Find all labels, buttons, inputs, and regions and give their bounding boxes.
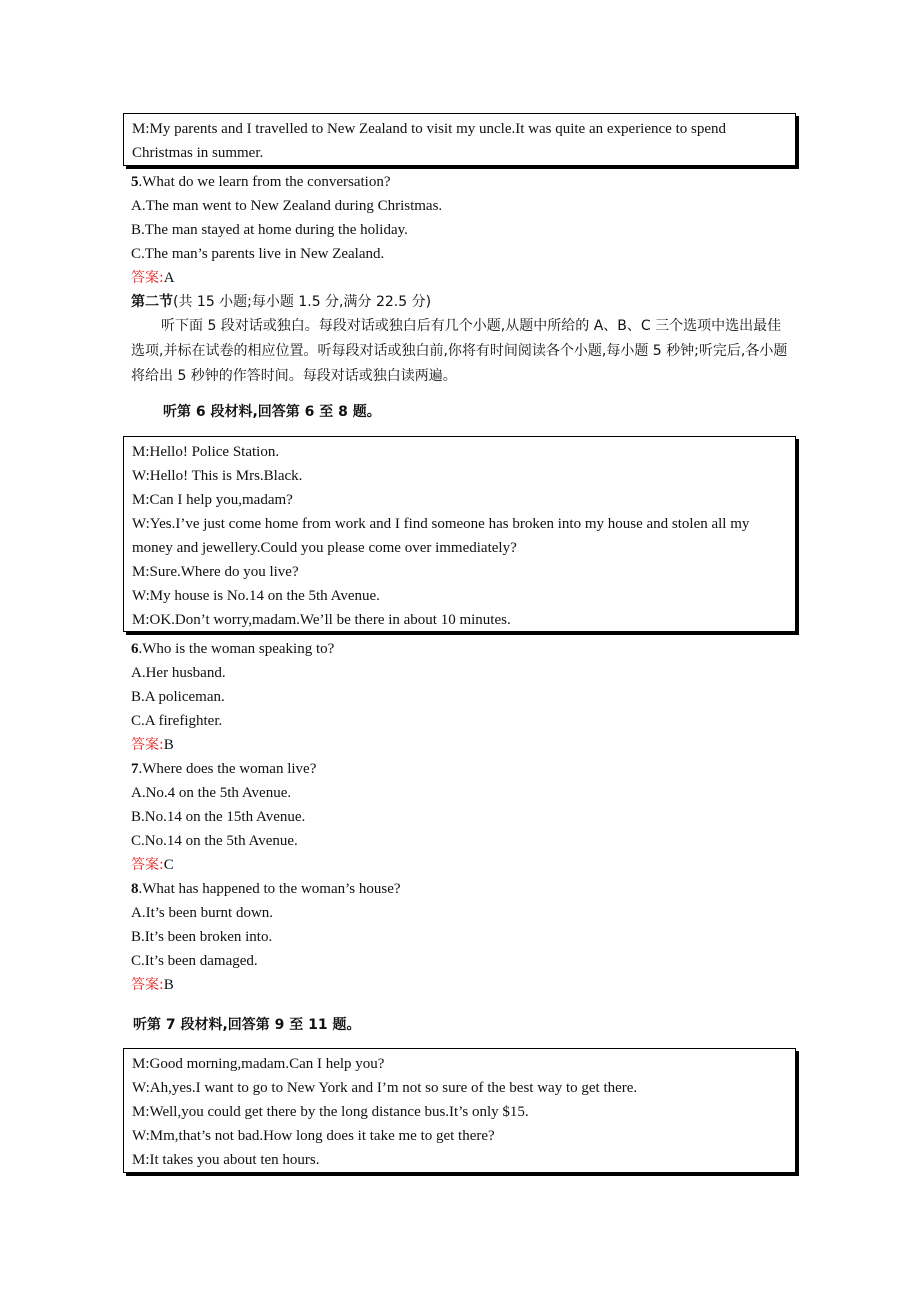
section-title: 第二节 — [131, 294, 173, 310]
question-number: 7 — [131, 761, 139, 777]
transcript-line: W:Ah,yes.I want to go to New York and I’m not so sure of the best way to get there. — [132, 1080, 638, 1096]
transcript-line: M:OK.Don’t worry,madam.We’ll be there in about 10 minutes. — [132, 612, 511, 628]
question-text: .Who is the woman speaking to? — [138, 641, 335, 657]
transcript-box-1 — [123, 113, 796, 166]
transcript-box-2 — [123, 436, 796, 632]
transcript-line: M:It takes you about ten hours. — [132, 1152, 320, 1168]
answer-label: 答案: — [131, 270, 164, 286]
question-number: 6 — [131, 641, 139, 657]
question-7 — [131, 757, 791, 877]
transcript-line: M:Good morning,madam.Can I help you? — [132, 1056, 385, 1072]
section-instructions: 听下面 5 段对话或独白。每段对话或独白后有几个小题,从题中所给的 A、B、C 三个选项中选出最佳选项,并标在试卷的相应位置。听每段对话或独白前,你将有时间阅读各个小题,每小题 5 秒钟;听完后,各小题将给出 5 秒钟的作答时间。每段对话或独白读两遍。 — [131, 318, 788, 384]
transcript-line: M:Sure.Where do you live? — [132, 564, 299, 580]
question-6 — [131, 637, 791, 757]
answer-value: B — [163, 737, 174, 753]
answer-value: C — [163, 857, 174, 873]
material-7-heading: 听第 7 段材料,回答第 9 至 11 题。 — [133, 1017, 361, 1033]
transcript-line: W:Mm,that’s not bad.How long does it take me to get there? — [132, 1128, 495, 1144]
section-note: (共 15 小题;每小题 1.5 分,满分 22.5 分) — [173, 294, 432, 310]
option-c: C.A firefighter. — [131, 713, 223, 729]
question-5 — [131, 170, 791, 314]
question-text: .Where does the woman live? — [138, 761, 317, 777]
option-c: C.No.14 on the 5th Avenue. — [131, 833, 298, 849]
option-b: B.It’s been broken into. — [131, 929, 273, 945]
transcript-line: M:My parents and I travelled to New Zealand to visit my uncle.It was quite an experience to spend Christmas in summer. — [132, 121, 726, 161]
transcript-line: M:Hello! Police Station. — [132, 444, 280, 460]
answer-label: 答案: — [131, 857, 164, 873]
answer-label: 答案: — [131, 977, 164, 993]
question-number: 8 — [131, 881, 139, 897]
question-8 — [131, 877, 791, 997]
option-c: C.The man’s parents live in New Zealand. — [131, 246, 385, 262]
option-a: A.It’s been burnt down. — [131, 905, 274, 921]
question-number: 5 — [131, 174, 139, 190]
transcript-line: W:Yes.I’ve just come home from work and I find someone has broken into my house and stolen all my money and jewellery.Could you please come over immediately? — [132, 516, 750, 556]
transcript-line: W:My house is No.14 on the 5th Avenue. — [132, 588, 380, 604]
option-a: A.Her husband. — [131, 665, 226, 681]
questions-6-8 — [131, 637, 791, 997]
material-6-heading: 听第 6 段材料,回答第 6 至 8 题。 — [163, 404, 381, 420]
option-a: A.No.4 on the 5th Avenue. — [131, 785, 292, 801]
transcript-box-3 — [123, 1048, 796, 1173]
option-a: A.The man went to New Zealand during Christmas. — [131, 198, 443, 214]
answer-value: A — [163, 270, 175, 286]
answer-label: 答案: — [131, 737, 164, 753]
option-b: B.No.14 on the 15th Avenue. — [131, 809, 306, 825]
transcript-line: M:Well,you could get there by the long distance bus.It’s only $15. — [132, 1104, 529, 1120]
answer-value: B — [163, 977, 174, 993]
option-c: C.It’s been damaged. — [131, 953, 258, 969]
option-b: B.A policeman. — [131, 689, 225, 705]
option-b: B.The man stayed at home during the holiday. — [131, 222, 408, 238]
transcript-line: M:Can I help you,madam? — [132, 492, 293, 508]
question-text: .What do we learn from the conversation? — [138, 174, 391, 190]
transcript-line: W:Hello! This is Mrs.Black. — [132, 468, 303, 484]
question-text: .What has happened to the woman’s house? — [138, 881, 401, 897]
